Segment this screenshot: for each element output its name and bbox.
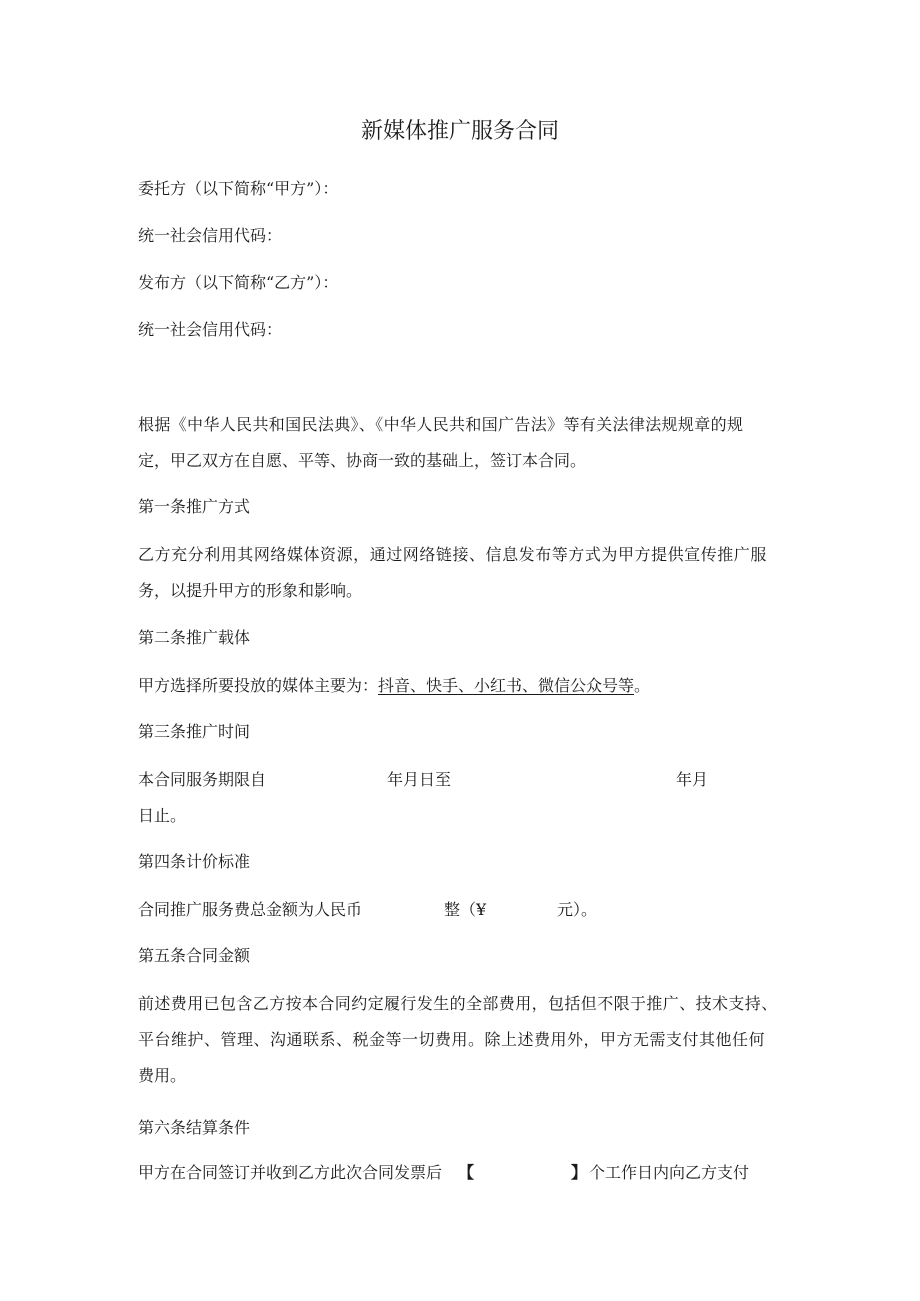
article-6-bracket-close: 】 bbox=[571, 1163, 588, 1182]
article-6-text: 甲方在合同签订并收到乙方此次合同发票后 bbox=[138, 1163, 443, 1182]
party-b-code-label: 统一社会信用代码： bbox=[138, 320, 283, 339]
article-6-bracket-open: 【 bbox=[458, 1163, 475, 1182]
article-4-amount-whole: 整（¥ bbox=[444, 900, 487, 919]
article-6-title: 第六条结算条件 bbox=[138, 1118, 251, 1137]
article-3-end-date: 年月 bbox=[676, 770, 709, 789]
article-3-title: 第三条推广时间 bbox=[138, 722, 251, 741]
article-4-amount-label: 合同推广服务费总金额为人民币 bbox=[138, 900, 363, 919]
preamble-line-1: 根据《中华人民共和国民法典》、《中华人民共和国广告法》等有关法律法规规章的规 bbox=[138, 415, 744, 434]
article-6-text-end: 个工作日内向乙方支付 bbox=[589, 1163, 750, 1182]
article-1-line-2: 务，以提升甲方的形象和影响。 bbox=[138, 581, 363, 600]
party-b-label: 发布方（以下简称“乙方”）： bbox=[138, 273, 339, 292]
document-title: 新媒体推广服务合同 bbox=[360, 119, 559, 144]
article-2-media-line bbox=[138, 676, 650, 696]
article-3-start-date: 年月日至 bbox=[387, 770, 452, 789]
article-2-suffix: 。 bbox=[634, 676, 651, 695]
article-2-title: 第二条推广载体 bbox=[138, 628, 251, 647]
article-4-title: 第四条计价标准 bbox=[138, 852, 251, 871]
article-3-line-2: 日止。 bbox=[138, 806, 187, 825]
article-1-title: 第一条推广方式 bbox=[138, 497, 251, 516]
article-1-line-1: 乙方充分利用其网络媒体资源，通过网络链接、信息发布等方式为甲方提供宣传推广服 bbox=[138, 545, 767, 564]
article-2-media-list: 抖音、快手、小红书、微信公众号等 bbox=[378, 676, 635, 695]
article-5-line-3: 费用。 bbox=[138, 1066, 187, 1085]
article-3-start-label: 本合同服务期限自 bbox=[138, 770, 267, 789]
party-a-label: 委托方（以下简称“甲方”）： bbox=[138, 179, 339, 198]
article-5-line-2: 平台维护、管理、沟通联系、税金等一切费用。除上述费用外，甲方无需支付其他任何 bbox=[138, 1030, 766, 1049]
article-2-prefix: 甲方选择所要投放的媒体主要为： bbox=[138, 676, 379, 695]
preamble-line-2: 定，甲乙双方在自愿、平等、协商一致的基础上，签订本合同。 bbox=[138, 451, 587, 470]
article-5-line-1: 前述费用已包含乙方按本合同约定履行发生的全部费用，包括但不限于推广、技术支持、 bbox=[138, 994, 778, 1013]
article-5-title: 第五条合同金额 bbox=[138, 946, 251, 965]
article-4-amount-yuan: 元）。 bbox=[557, 900, 598, 919]
party-a-code-label: 统一社会信用代码： bbox=[138, 226, 283, 245]
